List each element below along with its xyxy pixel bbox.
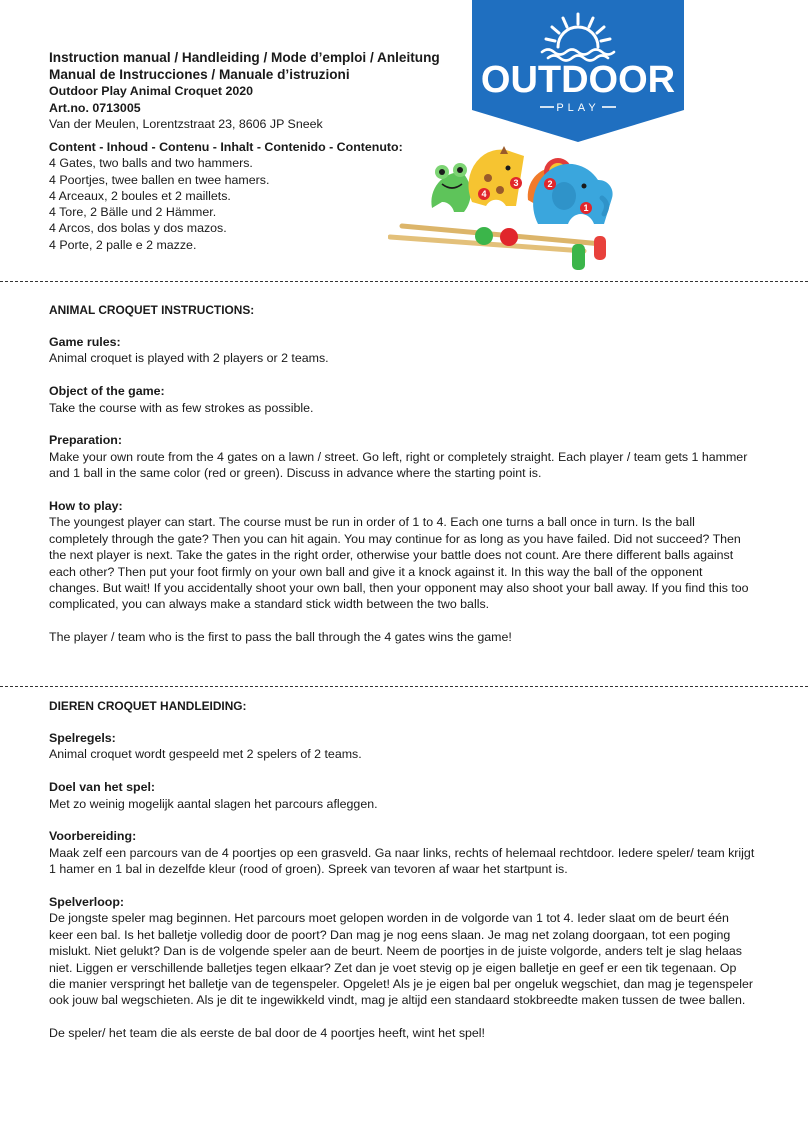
green-mallet-head (572, 244, 585, 270)
gate-number: 1 (583, 203, 589, 213)
title-line-1: Instruction manual / Handleiding / Mode d’emploi / Anleitung (49, 50, 440, 65)
gate-number: 2 (547, 179, 553, 189)
logo-subword: PLAY (556, 102, 600, 114)
how-to-play-text: The youngest player can start. The course must be run in order of 1 to 4. Each one turns a ball once in turn. Is the ball completely through the gate? Then you can hit again. You may continue for as long as you have failed. Did not succeed? Then the next player is next. Take the gates in the right order, otherwise your battle does not count. Are there different balls against each other? Then put your foot firmly on your own ball and give it a knock against it. In this way the ball of the opponent changes. But wait! If you accidentally shoot your own ball, then your opponent may also shoot your ball away. If you find this too complicated, you can always make a standard stick width between the two balls. (49, 515, 749, 612)
section-title: ANIMAL CROQUET INSTRUCTIONS: (49, 303, 255, 317)
rules-heading: Game rules: (49, 335, 121, 349)
red-mallet-head (594, 236, 606, 260)
object-heading: Doel van het spel: (49, 780, 156, 795)
mallet-sticks (390, 226, 602, 251)
logo-wordmark: OUTDOOR (480, 59, 676, 101)
green-ball (475, 227, 493, 245)
win-text: De speler/ het team die als eerste de bal door de 4 poortjes heeft, wint het spel! (49, 1026, 485, 1041)
contents-item: 4 Arcos, dos bolas y dos mazos. (49, 221, 227, 236)
object-text: Take the course with as few strokes as possible. (49, 400, 314, 415)
preparation-text: Maak zelf een parcours van de 4 poortjes op een grasveld. Ga naar links, rechts of helemaal rechtdoor. Iedere speler/ team krijgt 1 hamer en 1 bal in dezelfde kleur (rood of groen). Spreek van tevoren af waar het startpunt is. (49, 845, 755, 877)
document-header (49, 49, 469, 133)
giraffe-gate (468, 146, 524, 206)
product-name: Outdoor Play Animal Croquet 2020 (49, 84, 254, 98)
how-to-play-heading: Spelverloop: (49, 895, 125, 910)
contents-list (49, 139, 429, 253)
frog-gate (431, 163, 470, 212)
contents-item: 4 Tore, 2 Bälle und 2 Hämmer. (49, 205, 217, 220)
win-text: The player / team who is the first to pass the ball through the 4 gates wins the game! (49, 630, 512, 645)
contents-item: 4 Porte, 2 palle e 2 mazze. (49, 237, 197, 252)
dutch-instructions (49, 698, 755, 1042)
title-line-2: Manual de Instrucciones / Manuale d’istruzioni (49, 67, 350, 82)
english-instructions (49, 302, 755, 646)
contents-item: 4 Poortjes, twee ballen en twee hamers. (49, 172, 270, 187)
gate-number: 3 (513, 178, 519, 188)
rules-heading: Spelregels: (49, 731, 116, 745)
red-ball (500, 228, 518, 246)
rules-text: Animal croquet wordt gespeeld met 2 spelers of 2 teams. (49, 747, 362, 762)
preparation-heading: Voorbereiding: (49, 829, 137, 844)
contents-item: 4 Gates, two balls and two hammers. (49, 156, 253, 171)
contents-label: Content - Inhoud - Contenu - Inhalt - Contenido - Contenuto: (49, 140, 403, 154)
gate-number: 4 (481, 189, 487, 199)
dashed-divider (0, 281, 808, 282)
contents-item: 4 Arceaux, 2 boules et 2 maillets. (49, 188, 231, 203)
how-to-play-heading: How to play: (49, 499, 123, 514)
how-to-play-text: De jongste speler mag beginnen. Het parcours moet gelopen worden in de volgorde van 1 tot 4. Ieder slaat om de beurt één keer een bal. Is het balletje volledig door de poort? Dan mag je nog eens slaan. Je mag net zolang doorgaan, tot een poging mislukt. Niet gelukt? Dan is de volgende speler aan de beurt. Neem de poortjes in de juiste volgorde, anders telt je slag helaas niet. Liggen er verschillende balletjes tegen elkaar? Zet dan je voet stevig op je eigen balletje en geef er een tik tegenaan. Op die manier verspringt het balletje van de tegenspeler. Opgelet! Als je je eigen bal per ongeluk wegschiet, dan mag je tegenspeler ook jouw bal wegschieten. Als je dit te ingewikkeld vindt, mag je altijd een standaard stokbreedte maken tussen de twee ballen. (49, 911, 753, 1008)
dashed-divider (0, 686, 808, 687)
object-text: Met zo weinig mogelijk aantal slagen het parcours afleggen. (49, 796, 378, 811)
section-title: DIEREN CROQUET HANDLEIDING: (49, 699, 247, 713)
outdoor-play-logo (472, 0, 684, 142)
preparation-heading: Preparation: (49, 433, 122, 448)
rules-text: Animal croquet is played with 2 players or 2 teams. (49, 351, 329, 366)
object-heading: Object of the game: (49, 384, 165, 399)
article-number: Art.no. 0713005 (49, 100, 141, 115)
croquet-set-image (388, 140, 624, 276)
company-address: Van der Meulen, Lorentzstraat 23, 8606 JP Sneek (49, 117, 323, 131)
preparation-text: Make your own route from the 4 gates on a lawn / street. Go left, right or completely straight. Each player / team gets 1 hammer and 1 ball in the same color (red or green). Discuss in advance where the starting point is. (49, 449, 748, 481)
